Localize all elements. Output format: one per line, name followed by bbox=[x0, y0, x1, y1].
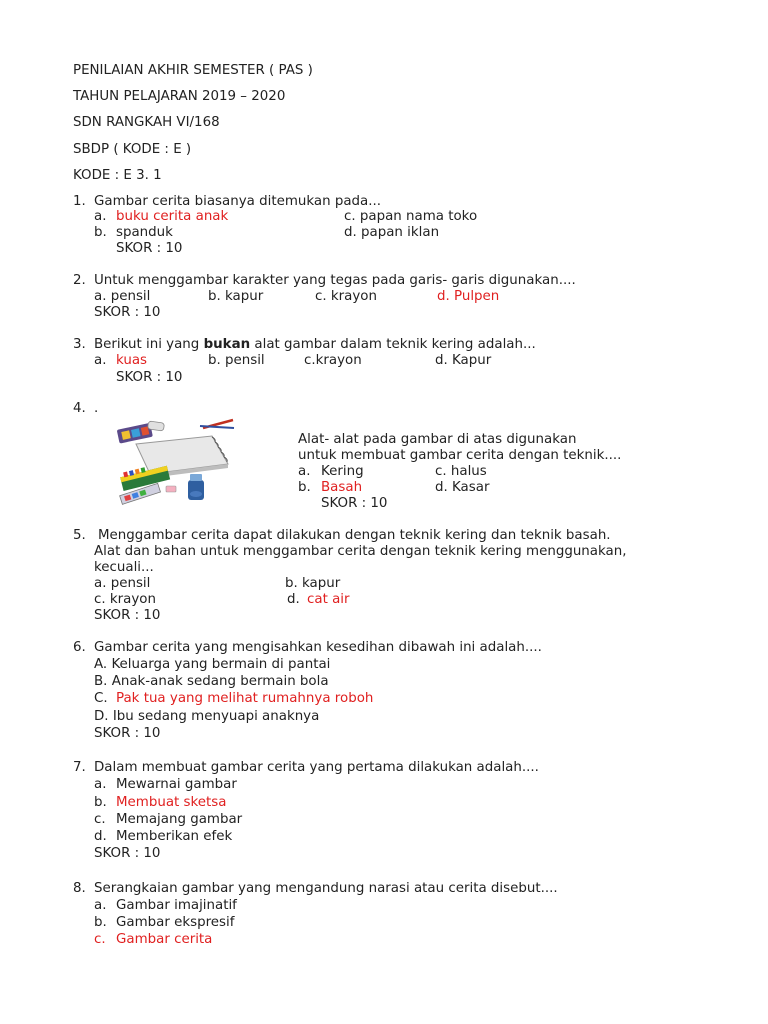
option-b-label: b. bbox=[94, 795, 107, 810]
option-a-label: a. bbox=[298, 464, 311, 479]
option-b-answer: Basah bbox=[321, 480, 363, 495]
option-a-answer: buku cerita anak bbox=[116, 209, 229, 224]
header-exam-title: PENILAIAN AKHIR SEMESTER ( PAS ) bbox=[73, 63, 313, 78]
option-d: D. Ibu sedang menyuapi anaknya bbox=[94, 709, 320, 724]
question-text: Serangkaian gambar yang mengandung narasi atau cerita disebut.... bbox=[94, 881, 558, 896]
option-d: d. papan iklan bbox=[344, 225, 440, 240]
score: SKOR : 10 bbox=[94, 305, 161, 320]
option-b-label: b. bbox=[298, 480, 311, 495]
option-b: b. pensil bbox=[208, 353, 265, 368]
option-d-label: d. bbox=[94, 829, 107, 844]
option-d: Memberikan efek bbox=[116, 829, 233, 844]
question-text: Gambar cerita biasanya ditemukan pada... bbox=[94, 194, 382, 209]
option-d-answer: d. Pulpen bbox=[437, 289, 500, 304]
question-text-start: Berikut ini yang bbox=[94, 337, 200, 352]
option-b: B. Anak-anak sedang bermain bola bbox=[94, 674, 329, 689]
question-text-line3: kecuali... bbox=[94, 560, 154, 575]
score: SKOR : 10 bbox=[94, 726, 161, 741]
option-c: c. halus bbox=[435, 464, 487, 479]
header-subject: SBDP ( KODE : E ) bbox=[73, 142, 192, 157]
option-a-label: a. bbox=[94, 353, 107, 368]
option-a: Gambar imajinatif bbox=[116, 898, 237, 913]
option-a: Mewarnai gambar bbox=[116, 777, 237, 792]
question-number: 1. bbox=[73, 194, 86, 209]
option-c-label: c. bbox=[94, 812, 106, 827]
question-text-line1: Alat- alat pada gambar di atas digunakan bbox=[298, 432, 577, 447]
question-text: Untuk menggambar karakter yang tegas pada garis- garis digunakan.... bbox=[94, 273, 576, 288]
drawing-tools-icon bbox=[108, 414, 268, 506]
option-a: Kering bbox=[321, 464, 364, 479]
question-number: 4. bbox=[73, 401, 86, 416]
question-text-line2: Alat dan bahan untuk menggambar cerita dengan teknik kering menggunakan, bbox=[94, 544, 627, 559]
question-number: 3. bbox=[73, 337, 86, 352]
option-b: b. kapur bbox=[208, 289, 264, 304]
option-c-label: C. bbox=[94, 691, 108, 706]
question-dot: . bbox=[94, 401, 99, 416]
question-text-line1: Menggambar cerita dapat dilakukan dengan teknik kering dan teknik basah. bbox=[98, 528, 611, 543]
option-a-answer: kuas bbox=[116, 353, 148, 368]
option-a: A. Keluarga yang bermain di pantai bbox=[94, 657, 331, 672]
header-school-year: TAHUN PELAJARAN 2019 – 2020 bbox=[73, 89, 286, 104]
question-emphasis: bukan bbox=[203, 337, 251, 352]
question-text: Gambar cerita yang mengisahkan kesedihan dibawah ini adalah.... bbox=[94, 640, 542, 655]
option-c-label: c. bbox=[94, 932, 106, 947]
question-number: 7. bbox=[73, 760, 86, 775]
option-b: spanduk bbox=[116, 225, 173, 240]
option-c-answer: Gambar cerita bbox=[116, 932, 213, 947]
score: SKOR : 10 bbox=[116, 370, 183, 385]
option-a-label: a. bbox=[94, 898, 107, 913]
option-b: Gambar ekspresif bbox=[116, 915, 235, 930]
question-text-end: alat gambar dalam teknik kering adalah... bbox=[254, 337, 536, 352]
option-c-answer: Pak tua yang melihat rumahnya roboh bbox=[116, 691, 374, 706]
header-school-name: SDN RANGKAH VI/168 bbox=[73, 115, 220, 130]
header-code: KODE : E 3. 1 bbox=[73, 168, 162, 183]
question-text: Dalam membuat gambar cerita yang pertama dilakukan adalah.... bbox=[94, 760, 539, 775]
option-d-label: d. bbox=[287, 592, 300, 607]
option-c: c.krayon bbox=[304, 353, 362, 368]
option-d: d. Kasar bbox=[435, 480, 490, 495]
option-a-label: a. bbox=[94, 777, 107, 792]
option-c: c. krayon bbox=[94, 592, 156, 607]
question-number: 6. bbox=[73, 640, 86, 655]
option-c: c. krayon bbox=[315, 289, 377, 304]
option-d-answer: cat air bbox=[307, 592, 350, 607]
option-d: d. Kapur bbox=[435, 353, 492, 368]
score: SKOR : 10 bbox=[321, 496, 388, 511]
option-b-answer: Membuat sketsa bbox=[116, 795, 227, 810]
option-b: b. kapur bbox=[285, 576, 341, 591]
score: SKOR : 10 bbox=[94, 608, 161, 623]
question-number: 5. bbox=[73, 528, 86, 543]
option-b-label: b. bbox=[94, 915, 107, 930]
question-number: 8. bbox=[73, 881, 86, 896]
question-number: 2. bbox=[73, 273, 86, 288]
option-a: a. pensil bbox=[94, 289, 151, 304]
question-text-line2: untuk membuat gambar cerita dengan teknik.... bbox=[298, 448, 622, 463]
option-a: a. pensil bbox=[94, 576, 151, 591]
score: SKOR : 10 bbox=[94, 846, 161, 861]
option-b-label: b. bbox=[94, 225, 107, 240]
option-c: Memajang gambar bbox=[116, 812, 243, 827]
option-c: c. papan nama toko bbox=[344, 209, 478, 224]
option-a-label: a. bbox=[94, 209, 107, 224]
score: SKOR : 10 bbox=[116, 241, 183, 256]
question-text bbox=[94, 336, 536, 353]
